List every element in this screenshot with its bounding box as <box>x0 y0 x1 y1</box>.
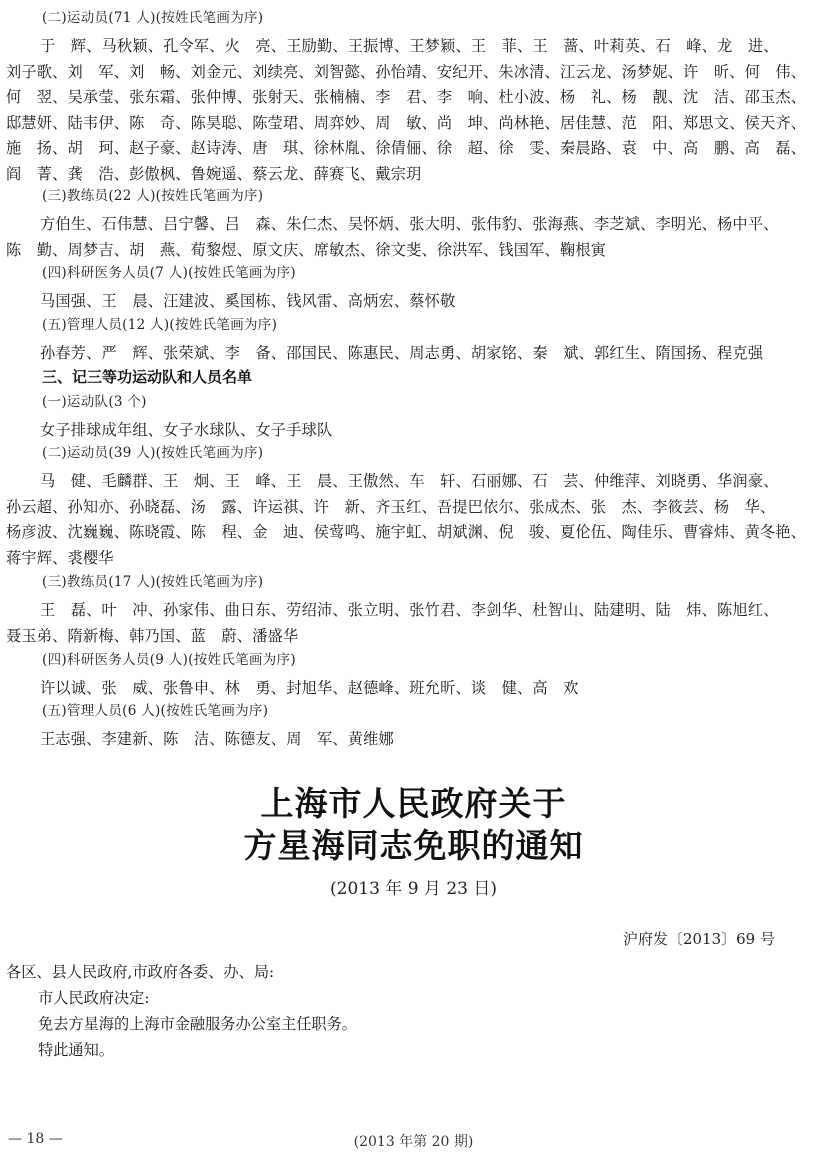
coaches-name-list <box>6 212 818 263</box>
body-paragraph: 免去方星海的上海市金融服务办公室主任职务。 <box>38 1015 357 1033</box>
athletes-3-name-list <box>6 469 818 571</box>
section-heading-third-class-merit: 三、记三等功运动队和人员名单 <box>42 368 253 386</box>
document-number: 沪府发〔2013〕69 号 <box>622 930 775 948</box>
name-list-line: 方伯生、石伟慧、吕宁馨、吕 森、朱仁杰、吴怀炳、张大明、张伟豹、张海燕、李芝斌、李明光、杨中平、 <box>40 215 779 233</box>
subheading-athletes: (二)运动员(71 人)(按姓氏笔画为序) <box>42 10 264 26</box>
name-list-line: 聂玉弟、隋新梅、韩乃国、蓝 蔚、潘盛华 <box>6 626 299 645</box>
subheading-coaches: (三)教练员(22 人)(按姓氏笔画为序) <box>42 188 264 204</box>
name-list-line: 马国强、王 晨、汪建波、奚国栋、钱风雷、高炳宏、蔡怀敬 <box>40 292 456 310</box>
subheading-research-medical: (四)科研医务人员(7 人)(按姓氏笔画为序) <box>42 265 296 281</box>
subheading-coaches-3: (三)教练员(17 人)(按姓氏笔画为序) <box>42 574 264 590</box>
coaches-3-name-list <box>6 598 818 649</box>
name-list-line: 许以诚、张 威、张鲁申、林 勇、封旭华、赵德峰、班允昕、谈 健、高 欢 <box>40 679 579 697</box>
name-list-line: 陈 勤、周梦吉、胡 燕、荀黎煜、原文庆、席敏杰、徐文斐、徐洪军、钱国军、鞠根寅 <box>6 240 607 259</box>
name-list-line: 何 翌、吴承莹、张东霜、张仲博、张射天、张楠楠、李 君、李 响、杜小波、杨 礼、杨 靓、沈 洁、邵玉杰、 <box>6 88 807 107</box>
name-list-line: 王 磊、叶 冲、孙家伟、曲日东、劳绍沛、张立明、张竹君、李剑华、杜智山、陆建明、陆 炜、陈旭红、 <box>40 601 779 619</box>
research-medical-name-list <box>6 289 818 315</box>
page-number: — 18 — <box>8 1131 63 1147</box>
issue-label: (2013 年第 20 期) <box>353 1134 474 1150</box>
name-list-line: 刘子歌、刘 军、刘 畅、刘金元、刘续亮、刘智懿、孙怡靖、安纪开、朱冰清、江云龙、汤梦妮、许 昕、何 伟、 <box>6 62 807 81</box>
subheading-teams: (一)运动队(3 个) <box>42 394 147 410</box>
athletes-name-list <box>6 34 818 188</box>
body-paragraph: 市人民政府决定: <box>38 989 150 1007</box>
name-list-line: 邸慧妍、陆韦伊、陈 奇、陈昊聪、陈莹珺、周弈妙、周 敏、尚 坤、尚林艳、居佳慧、范 阳、郑思文、侯天齐、 <box>6 113 807 132</box>
subheading-management-3: (五)管理人员(6 人)(按姓氏笔画为序) <box>42 703 269 719</box>
name-list-line: 施 扬、胡 珂、赵子豪、赵诗涛、唐 琪、徐林胤、徐倩俪、徐 超、徐 雯、秦晨路、袁 中、高 鹏、高 磊、 <box>6 139 807 158</box>
name-list-line: 王志强、李建新、陈 洁、陈德友、周 军、黄维娜 <box>40 730 394 748</box>
body-paragraph: 特此通知。 <box>38 1041 114 1059</box>
subheading-management: (五)管理人员(12 人)(按姓氏笔画为序) <box>42 317 278 333</box>
name-list-line: 阎 菁、龚 浩、彭傲枫、鲁婉遥、蔡云龙、薛赛飞、戴宗玥 <box>6 164 422 183</box>
name-list-line: 蒋宇辉、裘樱华 <box>6 548 114 567</box>
name-list-line: 杨彦波、沈巍巍、陈晓霞、陈 程、金 迪、侯莺鸣、施宇虹、胡斌渊、倪 骏、夏伦伍、陶佳乐、曹睿炜、黄冬艳、 <box>6 523 807 542</box>
name-list-line: 孙云超、孙知亦、孙晓磊、汤 露、许运祺、许 新、齐玉红、吾提巴依尔、张成杰、张 杰、李筱芸、杨 华、 <box>6 497 776 516</box>
notice-date: (2013 年 9 月 23 日) <box>330 879 497 899</box>
teams-list <box>6 418 818 444</box>
management-3-name-list <box>6 727 818 753</box>
research-medical-3-name-list <box>6 676 818 702</box>
name-list-line: 孙春芳、严 辉、张荣斌、李 备、邵国民、陈惠民、周志勇、胡家铭、秦 斌、郭红生、隋国扬、程克强 <box>40 344 764 362</box>
name-list-line: 女子排球成年组、女子水球队、女子手球队 <box>40 421 333 439</box>
subheading-research-medical-3: (四)科研医务人员(9 人)(按姓氏笔画为序) <box>42 652 296 668</box>
notice-title-line-1: 上海市人民政府关于 <box>260 784 567 823</box>
addressee: 各区、县人民政府,市政府各委、办、局: <box>6 963 275 981</box>
subheading-athletes-3: (二)运动员(39 人)(按姓氏笔画为序) <box>42 445 264 461</box>
name-list-line: 马 健、毛麟群、王 炯、王 峰、王 晨、王傲然、车 轩、石丽娜、石 芸、仲维萍、刘晓勇、华润豪、 <box>40 472 779 490</box>
management-name-list <box>6 341 818 367</box>
name-list-line: 于 辉、马秋颖、孔令军、火 亮、王励勤、王振博、王梦颖、王 菲、王 蔷、叶莉英、石 峰、龙 进、 <box>40 37 779 55</box>
notice-title-line-2: 方星海同志免职的通知 <box>243 826 584 865</box>
